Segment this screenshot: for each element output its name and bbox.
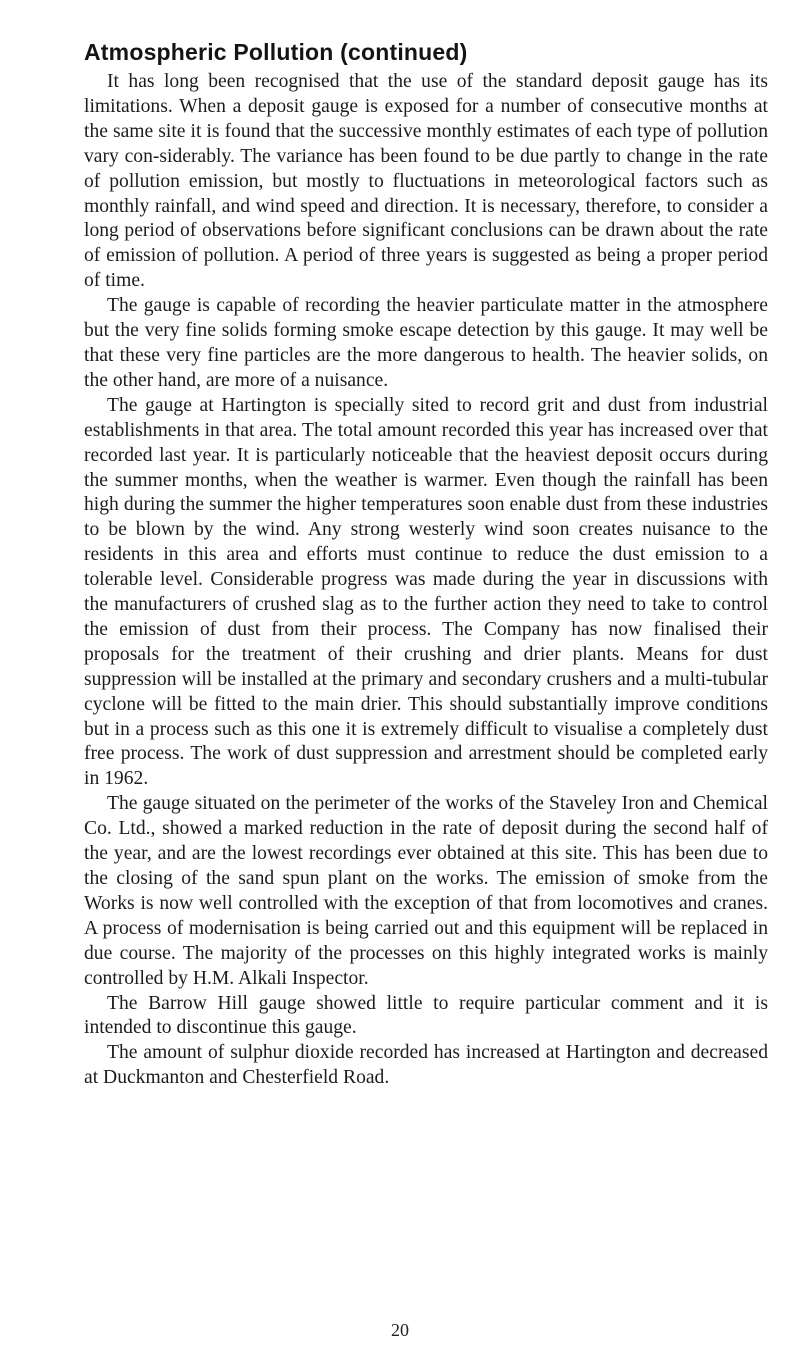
section-heading: Atmospheric Pollution (continued) bbox=[84, 39, 468, 65]
document-page bbox=[84, 38, 768, 1091]
paragraph-deposit-gauge-limitations: It has long been recognised that the use of the standard deposit gauge has its limitations. When a deposit gauge is exposed for a number of consecutive months at the same site it is found that the successive monthly estimates of each type of pollution vary con-siderably. The variance has been found to be due partly to change in the rate of pollution emission, but mostly to fluctuations in meteorological factors such as monthly rainfall, and wind speed and direction. It is necessary, therefore, to consider a long period of observations before significant conclusions can be drawn about the rate of emission of pollution. A period of three years is suggested as being a proper period of time. bbox=[84, 71, 768, 292]
paragraph-gauge-capability: The gauge is capable of recording the heavier particulate matter in the atmosphere but the very fine solids forming smoke escape detection by this gauge. It may well be that these very fine particles are the more dangerous to health. The heavier solids, on the other hand, are more of a nuisance. bbox=[84, 295, 768, 391]
paragraph-staveley-gauge: The gauge situated on the perimeter of the works of the Staveley Iron and Chemical Co. Ltd., showed a marked reduction in the rate of deposit during the second half of the year, and are the lowest recordings ever obtained at this site. This has been due to the closing of the sand spun plant on the works. The emission of smoke from the Works is now well controlled with the exception of that from locomotives and cranes. A process of modernisation is being carried out and this equipment will be replaced in due course. The majority of the processes on this highly integrated works is mainly controlled by H.M. Alkali Inspector. bbox=[84, 793, 768, 989]
paragraph-barrow-hill-gauge: The Barrow Hill gauge showed little to require particular comment and it is intended to discontinue this gauge. bbox=[84, 992, 768, 1039]
paragraph-hartington-gauge: The gauge at Hartington is specially sited to record grit and dust from industrial establishments in that area. The total amount recorded this year has increased over that recorded last year. It is particularly noticeable that the heaviest deposit occurs during the summer months, when the weather is warmer. Even though the rainfall has been high during the summer the higher temperatures soon enable dust from these industries to be blown by the wind. Any strong westerly wind soon creates nuisance to the residents in this area and efforts must continue to reduce the dust emission to a tolerable level. Considerable progress was made during the year in discussions with the manufacturers of crushed slag as to the further action they need to take to control the emission of dust from their process. The Company has now finalised their proposals for the treatment of their crushing and drier plants. Means for dust suppression will be installed at the primary and secondary crushers and a multi-tubular cyclone will be fitted to the main drier. This should substantially improve conditions but in a process such as this one it is extremely difficult to visualise a completely dust free process. The work of dust suppression and arrestment should be completed early in 1962. bbox=[84, 394, 768, 790]
page-number: 20 bbox=[391, 1320, 409, 1340]
paragraph-sulphur-dioxide: The amount of sulphur dioxide recorded has increased at Hartington and decreased at Duckmanton and Chesterfield Road. bbox=[84, 1042, 768, 1089]
